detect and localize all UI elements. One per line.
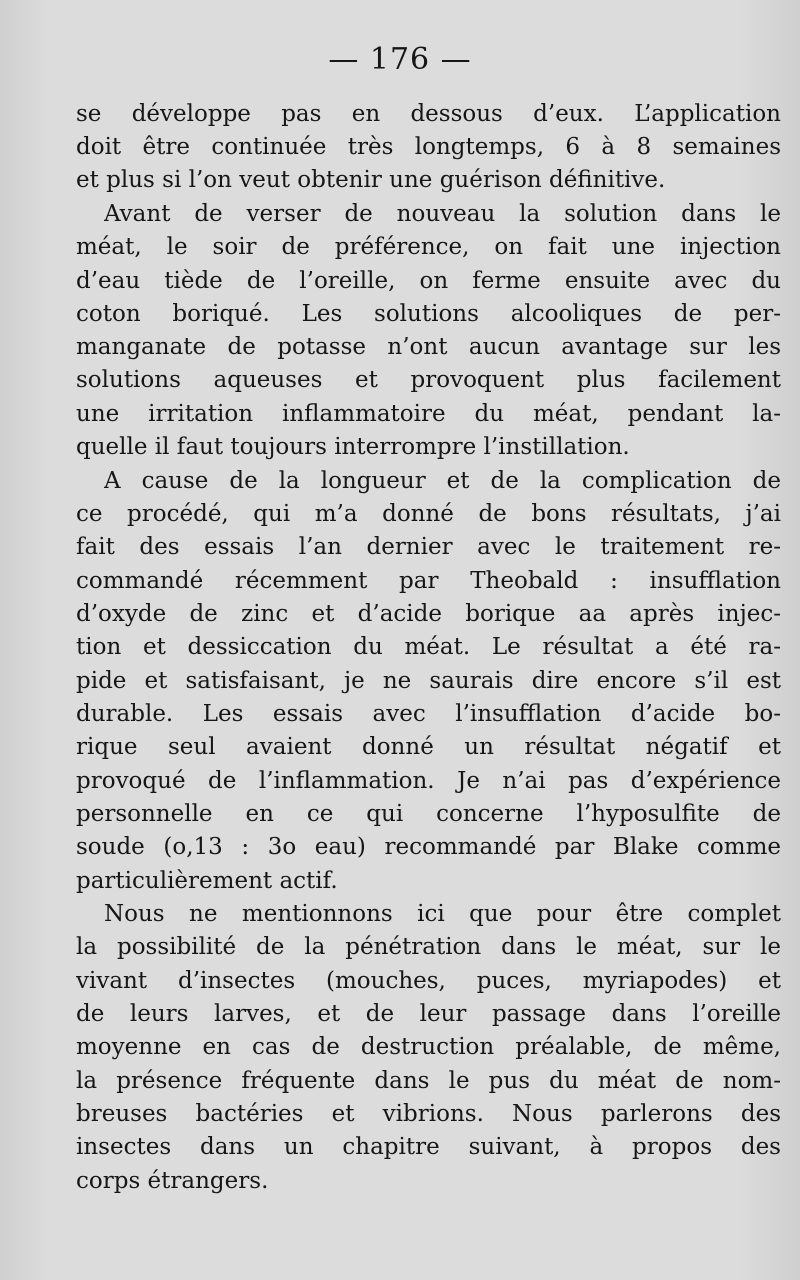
text-line: insectes dans un chapitre suivant, à propos des — [76, 1134, 781, 1160]
text-line: corps étrangers. — [76, 1168, 269, 1194]
page-number: — 176 — — [328, 42, 472, 77]
text-line: pide et satisfaisant, je ne saurais dire encore s’il est — [76, 668, 781, 694]
text-line: fait des essais l’an dernier avec le traitement re- — [76, 534, 781, 560]
text-line: Avant de verser de nouveau la solution dans le — [104, 201, 781, 227]
text-line: et plus si l’on veut obtenir une guérison définitive. — [76, 167, 666, 193]
text-line: une irritation inflammatoire du méat, pendant la- — [76, 401, 781, 427]
text-line: de leurs larves, et de leur passage dans l’oreille — [76, 1001, 781, 1027]
text-line: A cause de la longueur et de la complication de — [104, 468, 781, 494]
text-line: la possibilité de la pénétration dans le méat, sur le — [76, 934, 781, 960]
text-line: vivant d’insectes (mouches, puces, myriapodes) et — [76, 968, 781, 994]
body-text — [76, 98, 781, 1208]
text-line: méat, le soir de préférence, on fait une injection — [76, 234, 781, 260]
text-line: ce procédé, qui m’a donné de bons résultats, j’ai — [76, 501, 781, 527]
text-line: coton boriqué. Les solutions alcooliques de per- — [76, 301, 781, 327]
text-line: durable. Les essais avec l’insufflation d’acide bo- — [76, 701, 781, 727]
text-line: doit être continuée très longtemps, 6 à 8 semaines — [76, 134, 781, 160]
text-line: manganate de potasse n’ont aucun avantage sur les — [76, 334, 781, 360]
text-line: d’oxyde de zinc et d’acide borique aa après injec- — [76, 601, 781, 627]
text-line: Nous ne mentionnons ici que pour être complet — [104, 901, 781, 927]
text-line: breuses bactéries et vibrions. Nous parlerons des — [76, 1101, 781, 1127]
text-line: solutions aqueuses et provoquent plus facilement — [76, 367, 781, 393]
text-line: la présence fréquente dans le pus du méat de nom- — [76, 1068, 781, 1094]
text-line: rique seul avaient donné un résultat négatif et — [76, 734, 781, 760]
text-line: se développe pas en dessous d’eux. L’application — [76, 101, 781, 127]
text-line: provoqué de l’inflammation. Je n’ai pas d’expérience — [76, 768, 781, 794]
text-line: d’eau tiède de l’oreille, on ferme ensuite avec du — [76, 268, 781, 294]
text-line: tion et dessiccation du méat. Le résultat a été ra- — [76, 634, 781, 660]
text-line: particulièrement actif. — [76, 868, 338, 894]
text-line: moyenne en cas de destruction préalable, de même, — [76, 1034, 781, 1060]
text-line: quelle il faut toujours interrompre l’instillation. — [76, 434, 630, 460]
text-line: soude (o,13 : 3o eau) recommandé par Blake comme — [76, 834, 781, 860]
text-line: commandé récemment par Theobald : insufflation — [76, 568, 781, 594]
text-line: personnelle en ce qui concerne l’hyposulfite de — [76, 801, 781, 827]
